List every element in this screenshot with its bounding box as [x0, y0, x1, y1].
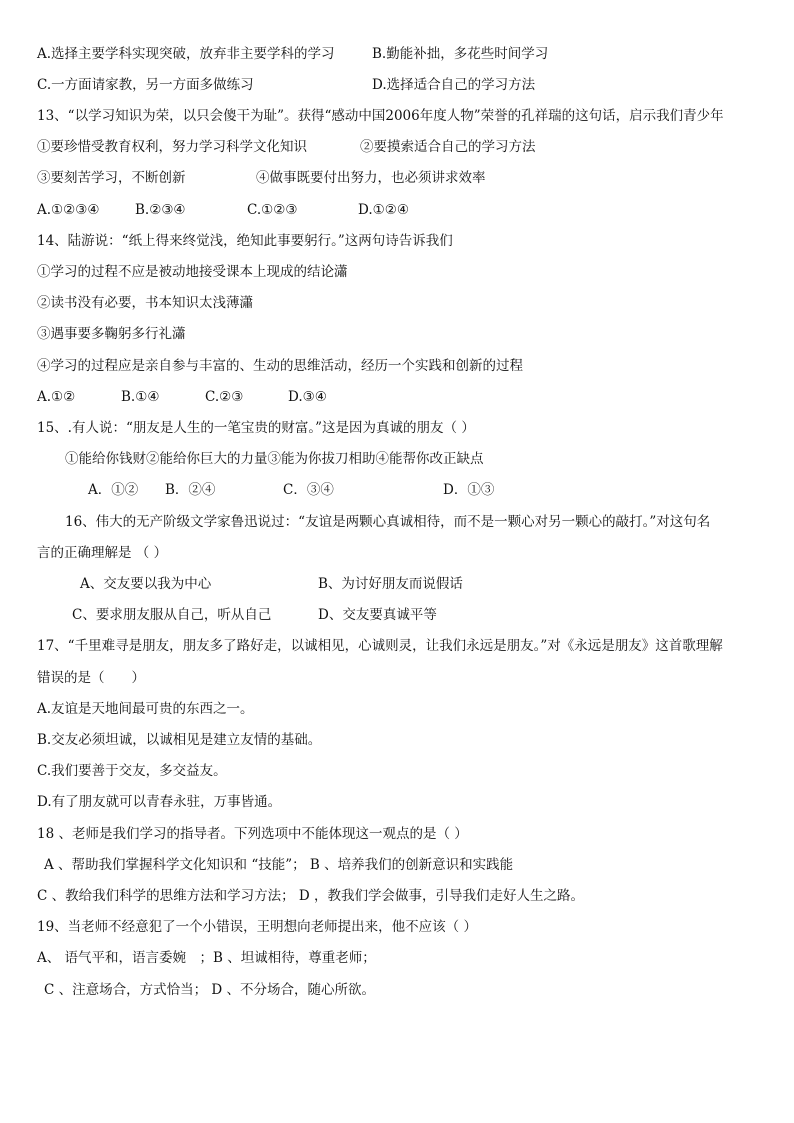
text-segment: ①能给你钱财②能给你巨大的力量③能为你拔刀相助④能帮你改正缺点 [65, 451, 484, 467]
text-segment: ②要摸索适合自己的学习方法 [360, 139, 536, 155]
text-segment: ③遇事要多鞠躬多行礼瀟 [37, 326, 186, 342]
text-segment: B.②③④ [135, 202, 186, 218]
text-segment: 14、陆游说：“纸上得来终觉浅，绝知此事要躬行。”这两句诗告诉我们 [37, 233, 453, 249]
text-segment: B.①④ [121, 389, 160, 405]
text-segment: D、交友要真诚平等 [318, 607, 437, 623]
text-segment: ①要珍惜受教育权利，努力学习科学文化知识 [37, 139, 307, 155]
text-segment: C.①②③ [247, 202, 298, 218]
text-segment: ④做事既要付出努力，也必须讲求效率 [256, 170, 486, 186]
text-segment: D.选择适合自己的学习方法 [372, 77, 536, 93]
text-segment: C 、注意场合，方式恰当； D 、不分场合，随心所欲。 [44, 982, 376, 998]
text-segment: A.①②③④ [37, 202, 100, 218]
text-segment: A.①② [37, 389, 76, 405]
text-segment: B.交友必须坦诚，以诚相见是建立友情的基础。 [37, 732, 322, 748]
text-segment: C.我们要善于交友，多交益友。 [37, 763, 227, 779]
text-segment: 18 、老师是我们学习的指导者。下列选项中不能体现这一观点的是（ ） [37, 826, 468, 842]
text-segment: 13、“以学习知识为荣，以只会傻干为耻”。获得“感动中国2006年度人物”荣誉的孔祥瑞的这句话，启示我们青少年 [37, 108, 724, 124]
text-segment: D.③④ [288, 389, 327, 405]
text-segment: A、 语气平和，语言委婉 ；B 、坦诚相待，尊重老师； [37, 950, 376, 966]
text-segment: B、为讨好朋友而说假话 [318, 576, 463, 592]
text-segment: D.①②④ [358, 202, 409, 218]
text-segment: ④学习的过程应是亲自参与丰富的、生动的思维活动，经历一个实践和创新的过程 [37, 358, 523, 374]
text-segment: A.友谊是天地间最可贵的东西之一。 [37, 701, 254, 717]
text-segment: D．①③ [443, 482, 495, 498]
text-segment: 19、当老师不经意犯了一个小错误，王明想向老师提出来，他不应该（ ） [37, 919, 477, 935]
text-segment: A．①② [88, 482, 139, 498]
text-segment: C、要求朋友服从自己，听从自己 [72, 607, 272, 623]
text-segment: C.一方面请家教，另一方面多做练习 [37, 77, 254, 93]
text-segment: ①学习的过程不应是被动地接受课本上现成的结论瀟 [37, 264, 348, 280]
text-segment: D.有了朋友就可以青春永驻，万事皆通。 [37, 794, 282, 810]
text-segment: A、交友要以我为中心 [80, 576, 212, 592]
text-segment: 17、“千里难寻是朋友，朋友多了路好走，以诚相见，心诚则灵，让我们永远是朋友。”对《永远是朋友》这首歌理解 [37, 638, 723, 654]
text-segment: 15、.有人说：“朋友是人生的一笔宝贵的财富。”这是因为真诚的朋友（ ） [37, 420, 475, 436]
text-segment: 16、伟大的无产阶级文学家鲁迅说过：“友谊是两颗心真诚相待，而不是一颗心对另一颗心的敲打。”对这句名 [65, 514, 711, 530]
text-segment: ②读书没有必要，书本知识太浅薄瀟 [37, 295, 253, 311]
text-segment: 错误的是（ ） [37, 670, 145, 686]
text-segment: A.选择主要学科实现突破，放弃非主要学科的学习 [37, 46, 335, 62]
text-segment: ③要刻苦学习，不断创新 [37, 170, 186, 186]
text-segment: C.②③ [205, 389, 244, 405]
text-segment: 言的正确理解是 （ ） [37, 545, 168, 561]
text-segment: A 、帮助我们掌握科学文化知识和 “技能”； B 、培养我们的创新意识和实践能 [44, 857, 514, 873]
text-segment: C 、教给我们科学的思维方法和学习方法； D ，教我们学会做事，引导我们走好人生之路。 [37, 888, 585, 904]
text-segment: C．③④ [283, 482, 334, 498]
text-segment: B．②④ [165, 482, 216, 498]
text-segment: B.勤能补拙，多花些时间学习 [372, 46, 549, 62]
